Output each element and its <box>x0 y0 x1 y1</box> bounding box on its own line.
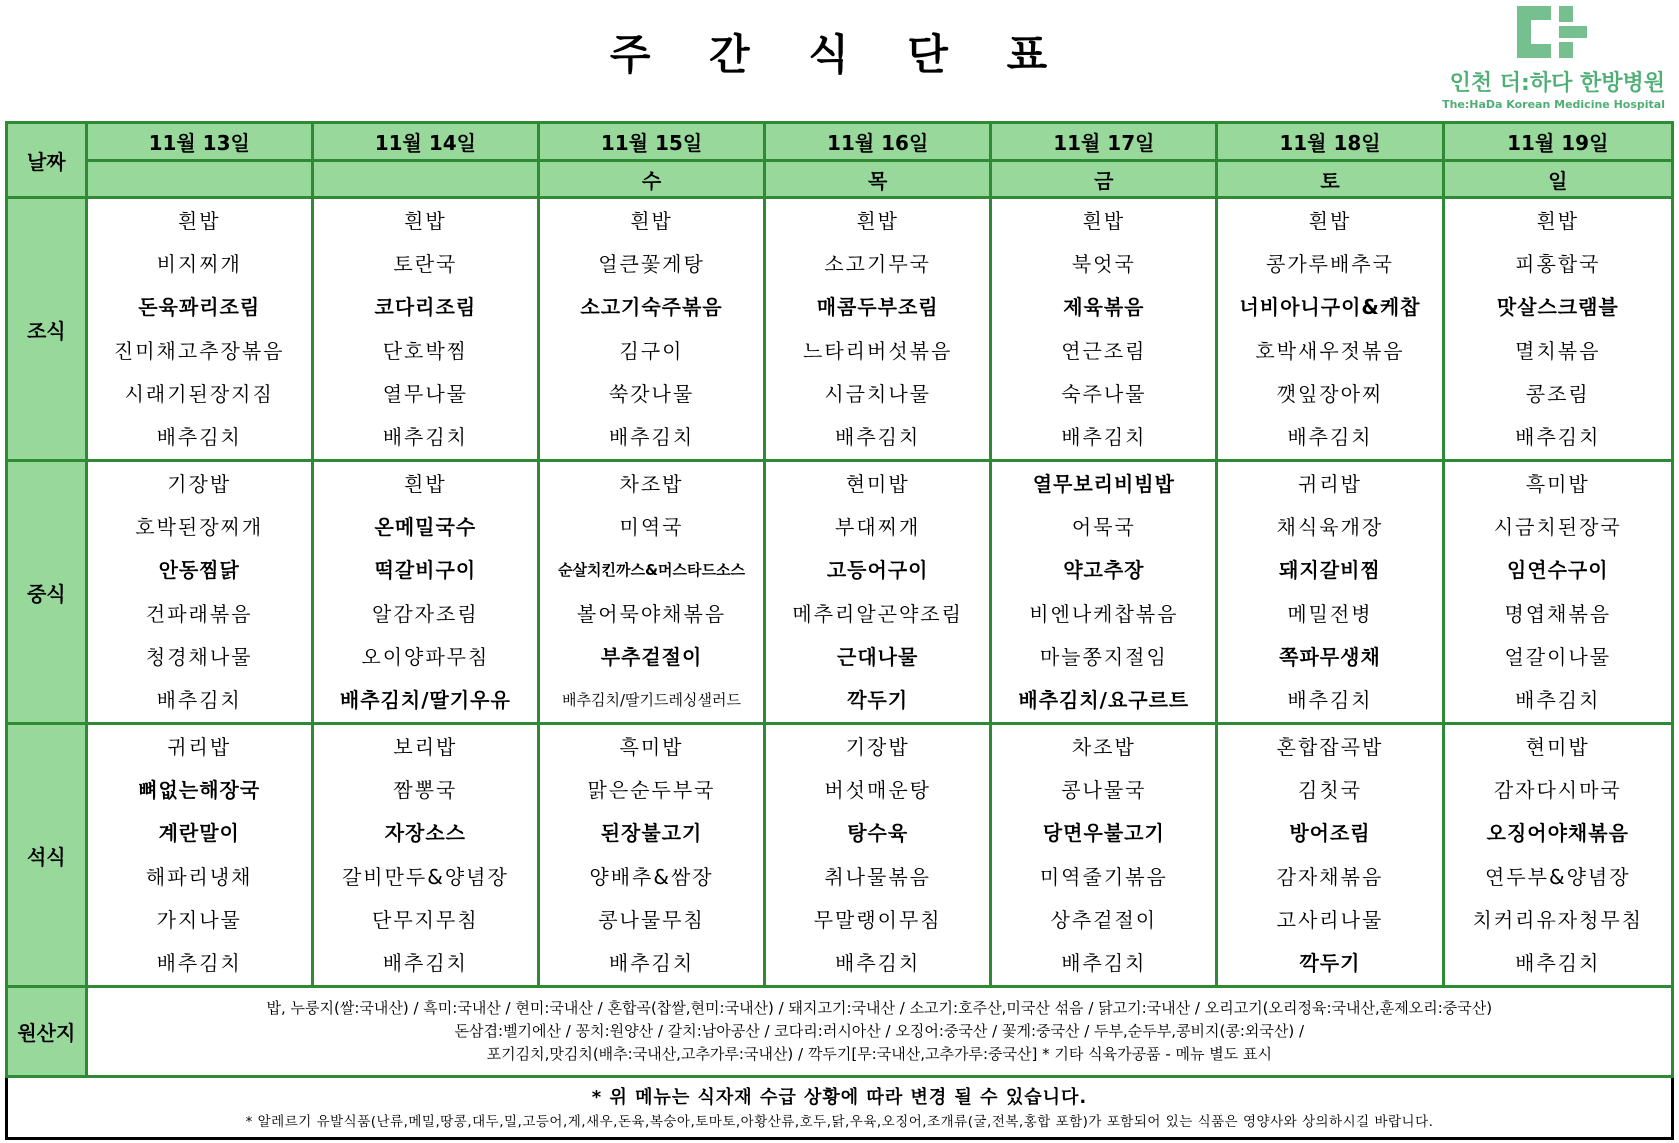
menu-item: 보리밥 <box>393 734 458 759</box>
menu-item: 차조밥 <box>619 471 684 496</box>
menu-item: 김구이 <box>619 338 684 363</box>
menu-item: 매콤두부조림 <box>816 295 939 320</box>
menu-item: 배추김치 <box>156 688 242 713</box>
menu-item: 너비아니구이&케찹 <box>1239 295 1421 320</box>
menu-item: 미역줄기볶음 <box>1039 864 1168 889</box>
menu-item: 배추김치 <box>1515 688 1601 713</box>
menu-item: 맛살스크램블 <box>1496 295 1619 320</box>
menu-item: 배추김치/딸기드레싱샐러드 <box>562 691 741 710</box>
lunch-row <box>7 461 1673 724</box>
menu-cell <box>1217 198 1443 461</box>
menu-cell <box>312 724 538 987</box>
menu-items <box>314 199 537 459</box>
menu-item: 열무나물 <box>382 381 468 406</box>
menu-item: 쪽파무생채 <box>1279 644 1381 669</box>
date-row <box>7 123 1673 161</box>
menu-item: 치커리유자청무침 <box>1472 907 1644 932</box>
menu-cell <box>538 198 764 461</box>
menu-item: 순살치킨까스&머스타드소스 <box>558 561 745 580</box>
allergy-notice: * 알레르기 유발식품(난류,메밀,땅콩,대두,밀,고등어,게,새우,돈육,복숭아,토마토,아황산류,호두,닭,우육,오징어,조개류(굴,전복,홍합 포함)가 포함되어 있는 식품은 영양사와 상의하시길 바랍니다. <box>245 1113 1434 1130</box>
day-date: 11월 18일 <box>1217 123 1443 161</box>
menu-item: 흰밥 <box>404 471 447 496</box>
menu-items <box>1445 725 1671 985</box>
menu-item: 오이양파무침 <box>361 644 490 669</box>
menu-item: 연근조림 <box>1061 338 1147 363</box>
menu-item: 배추김치 <box>835 425 921 450</box>
menu-item: 배추김치 <box>1287 688 1373 713</box>
menu-item: 흰밥 <box>630 208 673 233</box>
menu-item: 진미채고추장볶음 <box>113 338 285 363</box>
menu-items <box>766 725 989 985</box>
menu-cell <box>1443 461 1672 724</box>
menu-item: 명엽채볶음 <box>1504 601 1612 626</box>
menu-item: 느타리버섯볶음 <box>803 338 953 363</box>
menu-cell <box>86 198 312 461</box>
menu-cell <box>538 724 764 987</box>
menu-cell <box>1217 724 1443 987</box>
menu-items <box>1445 462 1671 722</box>
menu-item: 열무보리비빔밥 <box>1032 471 1175 496</box>
menu-cell <box>1443 198 1672 461</box>
origin-line: 돈삼겹:벨기에산 / 꽁치:원양산 / 갈치:남아공산 / 코다리:러시아산 / 오징어:중국산 / 꽃게:중국산 / 두부,순두부,콩비지(콩:외국산) / <box>454 1022 1305 1040</box>
day-date: 11월 15일 <box>538 123 764 161</box>
menu-item: 배추김치 <box>1515 951 1601 976</box>
day-weekday: 일 <box>1443 161 1672 198</box>
menu-item: 고등어구이 <box>826 558 929 583</box>
weekday-row <box>7 161 1673 198</box>
origin-info <box>86 987 1672 1077</box>
menu-item: 갈비만두&양념장 <box>341 864 509 889</box>
menu-item: 김칫국 <box>1298 777 1362 802</box>
menu-item: 취나물볶음 <box>824 864 931 889</box>
menu-item: 상추겉절이 <box>1050 907 1158 932</box>
menu-item: 단호박찜 <box>382 338 468 363</box>
menu-item: 뼈없는해장국 <box>138 777 261 802</box>
menu-item: 차조밥 <box>1071 734 1136 759</box>
menu-item: 기장밥 <box>167 471 232 496</box>
hospital-english-name: The:HaDa Korean Medicine Hospital <box>1442 98 1665 111</box>
menu-items <box>1218 462 1441 722</box>
menu-item: 버섯매운탕 <box>824 777 931 802</box>
menu-item: 약고추장 <box>1063 558 1145 583</box>
menu-item: 단무지무침 <box>372 907 479 932</box>
menu-cell <box>538 461 764 724</box>
menu-item: 근대나물 <box>837 644 919 669</box>
menu-item: 온메밀국수 <box>374 514 477 539</box>
menu-item: 고사리나물 <box>1276 907 1384 932</box>
menu-cell <box>1443 724 1672 987</box>
menu-item: 북엇국 <box>1071 251 1136 276</box>
menu-item: 부대찌개 <box>835 514 921 539</box>
menu-items <box>992 725 1215 985</box>
menu-item: 콩나물무침 <box>598 907 705 932</box>
menu-item: 알감자조림 <box>372 601 479 626</box>
hospital-name: 인천 더:하다 한방병원 <box>1449 71 1665 96</box>
menu-item: 연두부&양념장 <box>1485 864 1631 889</box>
day-weekday: 토 <box>1217 161 1443 198</box>
menu-item: 소고기숙주볶음 <box>580 295 723 320</box>
menu-item: 비엔나케찹볶음 <box>1029 601 1179 626</box>
menu-item: 콩나물국 <box>1061 777 1147 802</box>
menu-item: 배추김치/요구르트 <box>1018 688 1190 713</box>
menu-item: 배추김치 <box>608 425 695 450</box>
page-title: 주 간 식 단 표 <box>609 30 1070 79</box>
menu-item: 흑미밥 <box>1525 471 1590 496</box>
hospital-logo-icon <box>1517 6 1587 58</box>
menu-item: 콩가루배추국 <box>1266 251 1394 276</box>
menu-item: 청경채나물 <box>145 644 253 669</box>
menu-item: 배추김치 <box>1061 425 1147 450</box>
menu-item: 배추김치 <box>1515 425 1601 450</box>
menu-item: 멸치볶음 <box>1515 338 1601 363</box>
menu-items <box>992 462 1215 722</box>
menu-item: 시금치된장국 <box>1493 514 1622 539</box>
menu-cell <box>991 461 1217 724</box>
menu-item: 현미밥 <box>1525 734 1590 759</box>
menu-item: 자장소스 <box>384 821 466 846</box>
menu-item: 짬뽕국 <box>393 777 458 802</box>
menu-item: 배추김치 <box>156 951 242 976</box>
menu-item: 배추김치 <box>156 425 242 450</box>
menu-item: 건파래볶음 <box>145 601 253 626</box>
notice-row <box>7 1077 1673 1139</box>
day-weekday: 금 <box>991 161 1217 198</box>
menu-item: 기장밥 <box>845 734 910 759</box>
menu-item: 맑은순두부국 <box>587 777 716 802</box>
day-weekday <box>312 161 538 198</box>
menu-item: 해파리냉채 <box>145 864 253 889</box>
menu-item: 비지찌개 <box>156 251 242 276</box>
menu-item: 메추리알곤약조림 <box>792 601 963 626</box>
menu-item: 양배추&쌈장 <box>589 864 714 889</box>
menu-cell <box>765 198 991 461</box>
menu-cell <box>991 198 1217 461</box>
menu-item: 돈육꽈리조림 <box>138 295 261 320</box>
menu-item: 가지나물 <box>156 907 242 932</box>
menu-cell <box>86 724 312 987</box>
menu-item: 배추김치 <box>382 951 468 976</box>
menu-item: 귀리밥 <box>167 734 232 759</box>
menu-cell <box>312 198 538 461</box>
dinner-label: 석식 <box>7 724 87 987</box>
menu-item: 깻잎장아찌 <box>1276 381 1384 406</box>
menu-item: 코다리조림 <box>374 295 477 320</box>
origin-line: 밥, 누룽지(쌀:국내산) / 흑미:국내산 / 현미:국내산 / 혼합곡(찹쌀,현미:국내산) / 돼지고기:국내산 / 소고기:호주산,미국산 섞음 / 닭고기:국내산 / 오리고기(오리정육:국내산,훈제오리:중국산) <box>266 999 1493 1017</box>
menu-item: 방어조림 <box>1289 821 1371 846</box>
dinner-row <box>7 724 1673 987</box>
menu-item: 흰밥 <box>1536 208 1580 233</box>
menu-item: 얼큰꽃게탕 <box>598 251 705 276</box>
menu-items <box>766 199 989 459</box>
menu-items <box>1218 725 1441 985</box>
menu-item: 흰밥 <box>1082 208 1126 233</box>
menu-items <box>540 199 763 459</box>
breakfast-row <box>7 198 1673 461</box>
day-date: 11월 17일 <box>991 123 1217 161</box>
menu-item: 시금치나물 <box>824 381 931 406</box>
menu-item: 계란말이 <box>158 821 240 846</box>
menu-items <box>1445 199 1671 459</box>
menu-cell <box>86 461 312 724</box>
menu-item: 오징어야채볶음 <box>1486 821 1629 846</box>
menu-item: 소고기무국 <box>824 251 931 276</box>
menu-item: 안동찜닭 <box>158 558 240 583</box>
menu-item: 시래기된장지짐 <box>124 381 274 406</box>
menu-item: 쑥갓나물 <box>608 381 695 406</box>
origin-row <box>7 987 1673 1077</box>
menu-item: 부추겉절이 <box>600 644 703 669</box>
day-weekday <box>86 161 312 198</box>
menu-item: 된장불고기 <box>600 821 703 846</box>
menu-item: 탕수육 <box>847 821 909 846</box>
origin-line: 포기김치,맛김치(배추:국내산,고추가루:국내산) / 깍두기[무:국내산,고추가루:중국산] * 기타 식육가공품 - 메뉴 별도 표시 <box>486 1045 1272 1063</box>
menu-item: 호박새우젓볶음 <box>1255 338 1405 363</box>
menu-items <box>88 725 311 985</box>
menu-item: 배추김치 <box>382 425 468 450</box>
date-label: 날짜 <box>7 123 87 198</box>
menu-item: 돼지갈비찜 <box>1279 558 1381 583</box>
menu-cell <box>1217 461 1443 724</box>
menu-item: 피홍합국 <box>1515 251 1601 276</box>
notice-main: * 위 메뉴는 식자재 수급 상황에 따라 변경 될 수 있습니다. <box>591 1086 1088 1108</box>
menu-item: 귀리밥 <box>1298 471 1362 496</box>
menu-item: 메밀전병 <box>1287 601 1373 626</box>
day-weekday: 수 <box>538 161 764 198</box>
menu-item: 배추김치 <box>1061 951 1147 976</box>
origin-label: 원산지 <box>7 987 87 1077</box>
menu-item: 흑미밥 <box>619 734 684 759</box>
notice-box <box>7 1077 1673 1139</box>
menu-items <box>540 725 763 985</box>
menu-cell <box>765 724 991 987</box>
menu-item: 당면우불고기 <box>1042 821 1165 846</box>
menu-item: 배추김치 <box>835 951 921 976</box>
menu-cell <box>991 724 1217 987</box>
menu-item: 볼어묵야채볶음 <box>576 601 727 626</box>
menu-item: 깍두기 <box>847 688 909 713</box>
menu-items <box>314 462 537 722</box>
menu-items <box>540 462 763 722</box>
menu-item: 흰밥 <box>177 208 221 233</box>
menu-items <box>88 199 311 459</box>
weekly-menu-table <box>5 121 1674 1140</box>
menu-item: 얼갈이나물 <box>1504 644 1612 669</box>
menu-item: 배추김치/딸기우유 <box>339 688 511 713</box>
menu-item: 흰밥 <box>1308 208 1352 233</box>
menu-item: 혼합잡곡밥 <box>1276 734 1384 759</box>
menu-item: 흰밥 <box>856 208 899 233</box>
menu-item: 감자다시마국 <box>1493 777 1622 802</box>
menu-item: 무말랭이무침 <box>813 907 942 932</box>
day-date: 11월 14일 <box>312 123 538 161</box>
menu-item: 떡갈비구이 <box>374 558 477 583</box>
day-date: 11월 16일 <box>765 123 991 161</box>
menu-items <box>992 199 1215 459</box>
menu-item: 감자채볶음 <box>1276 864 1384 889</box>
menu-items <box>88 462 311 722</box>
menu-item: 호박된장찌개 <box>135 514 264 539</box>
menu-item: 제육볶음 <box>1063 295 1145 320</box>
menu-item: 임연수구이 <box>1506 558 1609 583</box>
menu-item: 배추김치 <box>1287 425 1373 450</box>
menu-item: 어묵국 <box>1071 514 1136 539</box>
day-weekday: 목 <box>765 161 991 198</box>
menu-item: 흰밥 <box>404 208 447 233</box>
menu-item: 숙주나물 <box>1061 381 1147 406</box>
lunch-label: 중식 <box>7 461 87 724</box>
menu-items <box>1218 199 1441 459</box>
menu-item: 토란국 <box>393 251 458 276</box>
menu-items <box>314 725 537 985</box>
menu-item: 마늘쫑지절임 <box>1039 644 1168 669</box>
menu-item: 미역국 <box>619 514 684 539</box>
day-date: 11월 19일 <box>1443 123 1672 161</box>
hospital-logo <box>1435 4 1665 116</box>
menu-cell <box>765 461 991 724</box>
menu-cell <box>312 461 538 724</box>
day-date: 11월 13일 <box>86 123 312 161</box>
menu-item: 현미밥 <box>845 471 910 496</box>
breakfast-label: 조식 <box>7 198 87 461</box>
menu-item: 콩조림 <box>1525 381 1590 406</box>
menu-item: 배추김치 <box>608 951 695 976</box>
menu-items <box>766 462 989 722</box>
menu-item: 채식육개장 <box>1276 514 1384 539</box>
menu-item: 깍두기 <box>1299 951 1361 976</box>
